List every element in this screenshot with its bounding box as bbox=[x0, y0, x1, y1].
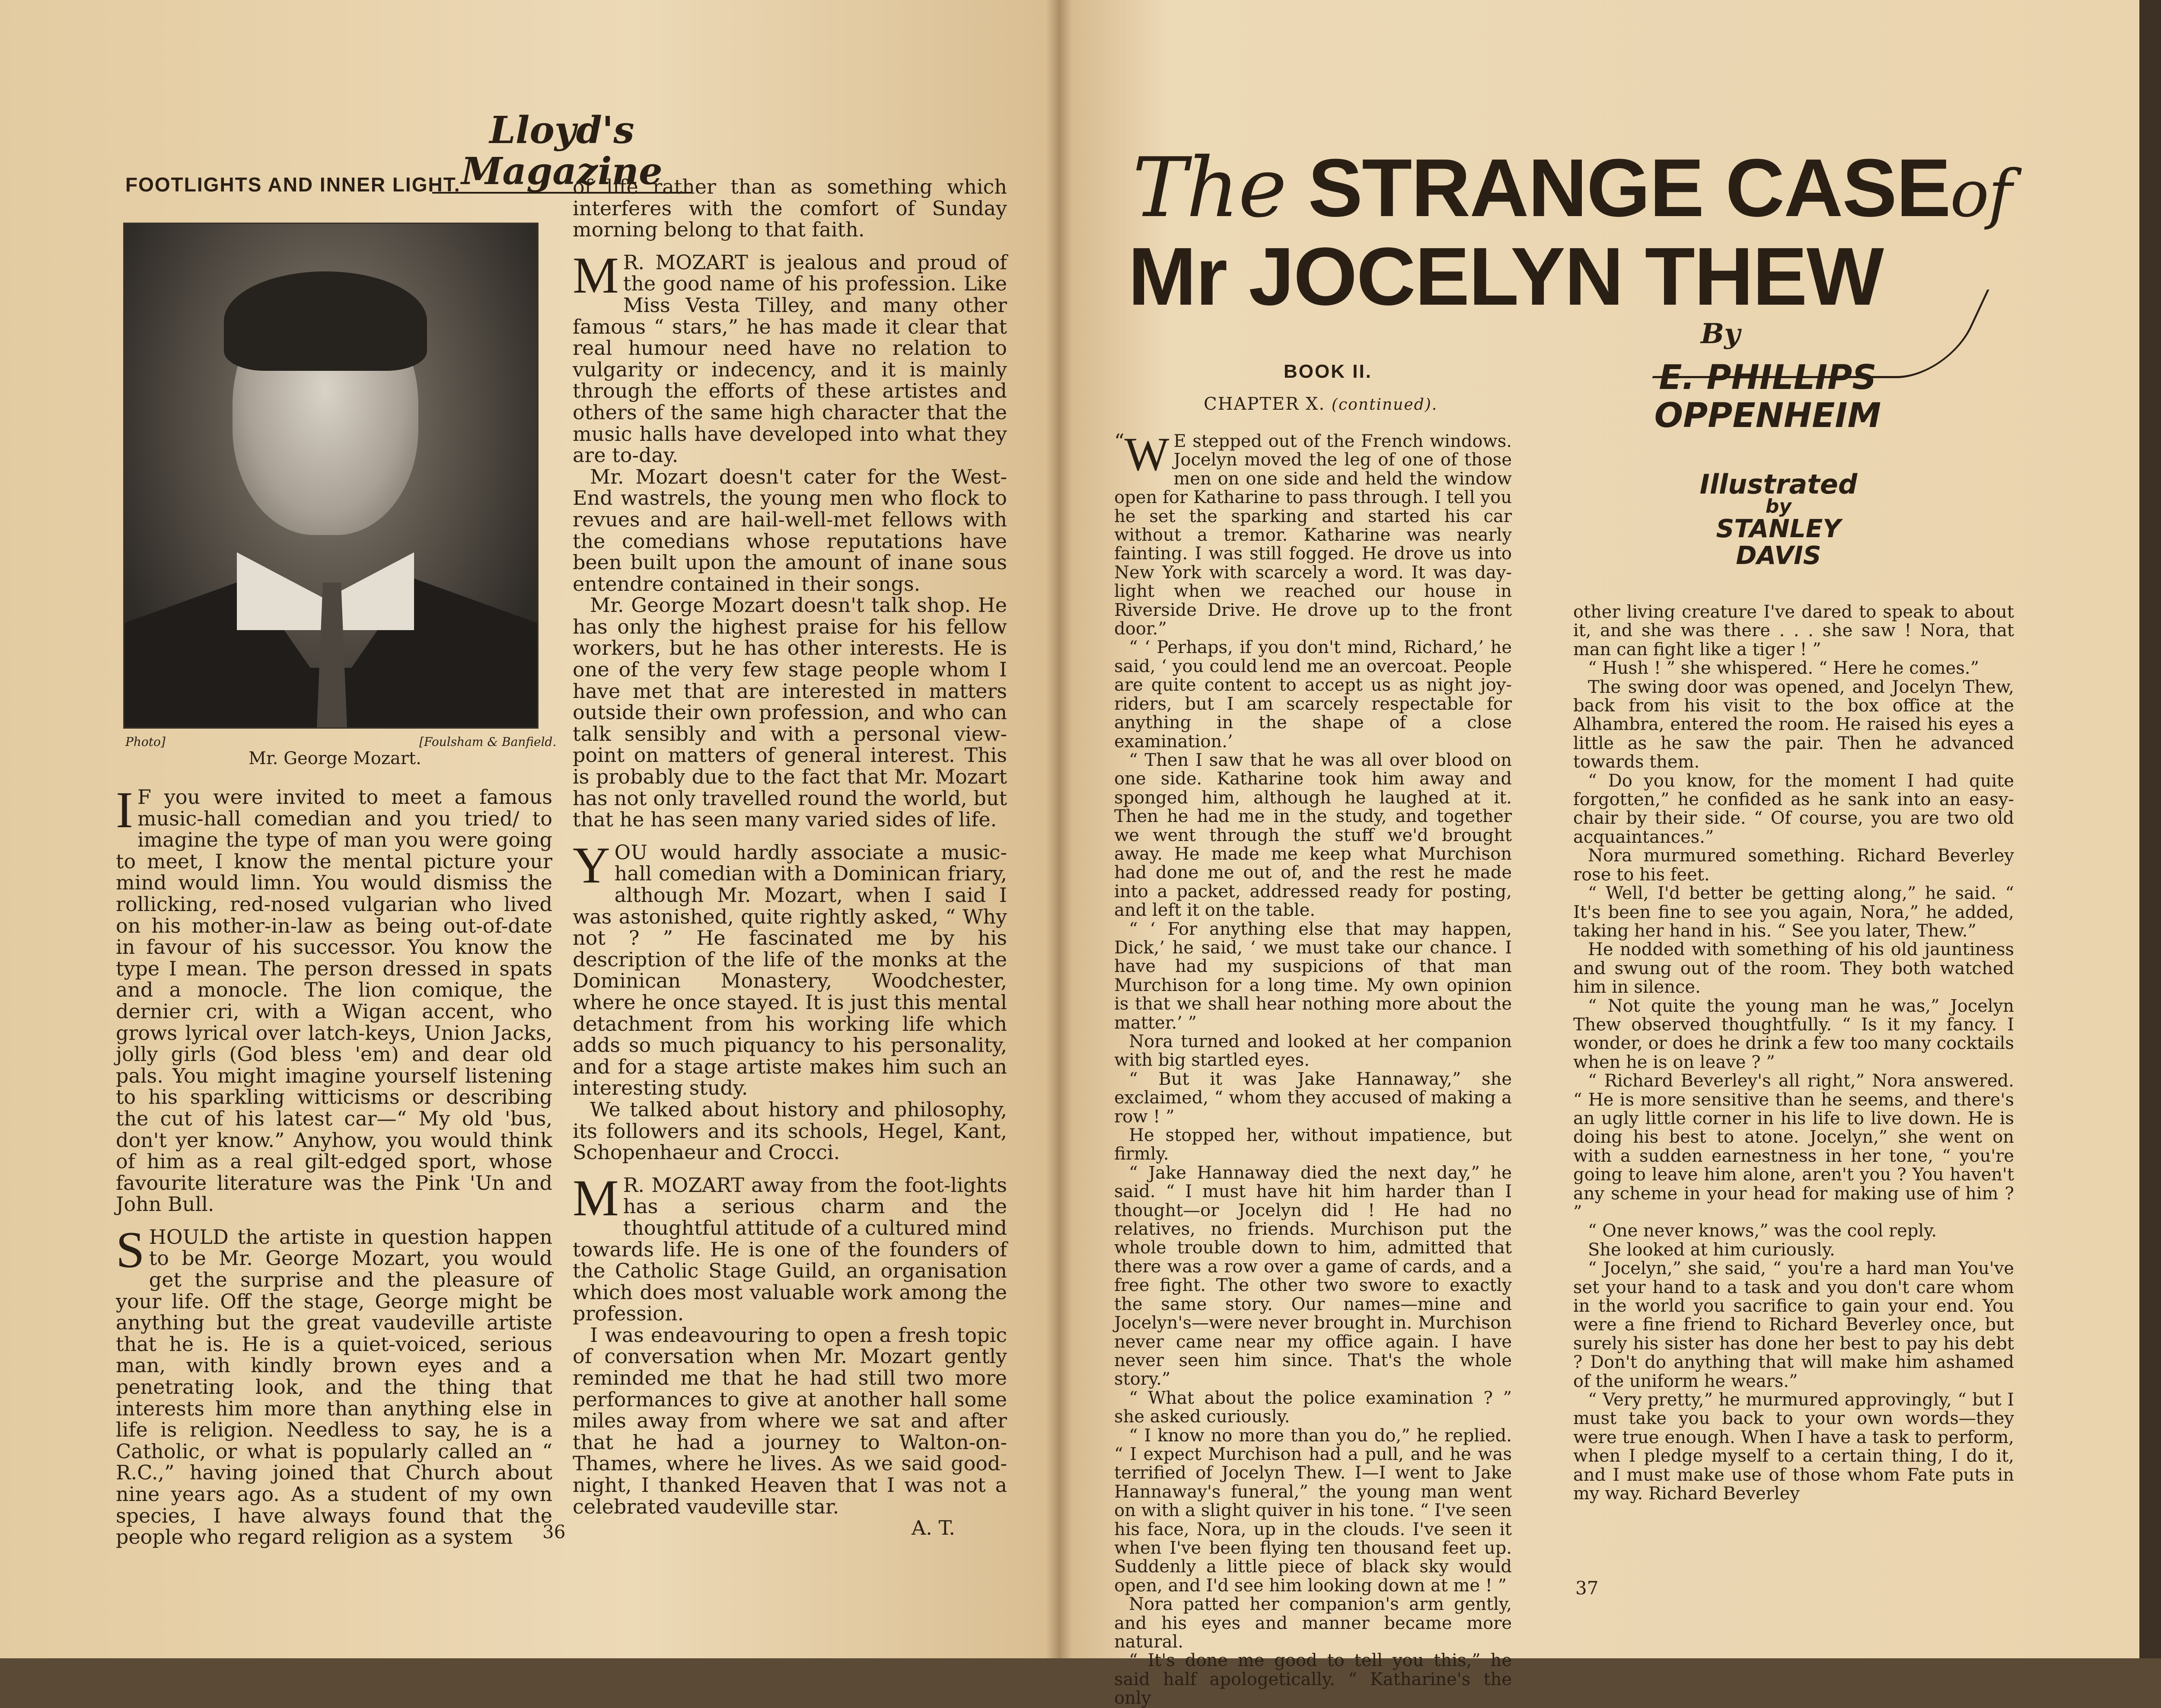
paragraph: Nora patted her companion's arm gently, and his eyes and manner became more natural. bbox=[1114, 1594, 1512, 1652]
page-gutter bbox=[1046, 0, 1072, 1658]
illustrator-credit bbox=[1677, 468, 1880, 570]
paragraph: “ W E stepped out of the French windows. Jocelyn moved the leg of one of those men on one side and held the window open for Katharine to pass through. I tell you he set the sparking and started his car without a tremor. Katharine was nearly fainting. I was still fogged. He drove us into New York with scarcely a word. It was day-light when we reached our house in Riverside Drive. He drove up to the front door.” bbox=[1114, 428, 1512, 639]
paragraph: I F you were invited to meet a famous music-hall comedian and you tried/ to imagine the type of man you were going to meet, I know the mental picture your mind would limn. You would dismiss the rollicking, red-nosed vulgarian who lived on his mother-in-law as being out-of-date in favour of his successor. You know the type I mean. The person dressed in spats and a monocle. The lion comique, the dernier cri, with a Wigan accent, who grows lyrical over latch-keys, Union Jacks, jolly girls (God bless 'em) and dear old pals. You might imagine yourself listening to his sparkling witticisms or describing the cut of his latest car—“ My old 'bus, don't yer know.” Anyhow, you would think of him as a real gilt-edged sport, whose favourite literature was the Pink 'Un and John Bull. bbox=[116, 781, 552, 1216]
author-initials: A. T. bbox=[911, 1516, 955, 1540]
paragraph: M R. MOZART is jealous and proud of the good name of his profession. Like Miss Vesta Tilley, and many other famous “ stars,” he has made it clear that real humour need have no relation to vulgarity or indecency, and it is mainly through the efforts of these artistes and others of the same high character that the music halls have developed into what they are to-day. bbox=[573, 246, 1007, 467]
paragraph: “ ‘ For anything else that may happen, Dick,’ he said, ‘ we must take our chance. I have had my suspicions of that man Murchison for a long time. My own opinion is that we shall hear nothing more about the matter.’ ” bbox=[1114, 919, 1512, 1033]
paragraph: of life rather than as something which interferes with the comfort of Sunday morning belong to that faith. bbox=[573, 175, 1007, 242]
illustrator-line-2: DAVIS bbox=[1736, 541, 1821, 570]
paragraph: M R. MOZART away from the foot-lights has a serious charm and the thoughtful attitude of a cultured mind towards life. He is one of the founders of the Catholic Stage Guild, an organisation which does most valuable work among the profession. bbox=[573, 1169, 1007, 1326]
left-column-2 bbox=[573, 176, 1007, 1539]
magazine-masthead: Lloyd's Magazine bbox=[432, 110, 692, 194]
page-number: 36 bbox=[542, 1521, 566, 1542]
paragraph: “ But it was Jake Hannaway,” she exclaimed, “ whom they accused of making a row ! ” bbox=[1114, 1069, 1512, 1127]
drop-cap: I bbox=[116, 781, 133, 838]
paragraph: other living creature I've dared to speak to about it, and she was there . . . she saw ! Nora, that man can fight like a tiger ! ” bbox=[1573, 602, 2014, 660]
page-number: 37 bbox=[1575, 1577, 1599, 1599]
article-heading: FOOTLIGHTS AND INNER LIGHT. bbox=[125, 173, 461, 196]
author-line-2: OPPENHEIM bbox=[1654, 396, 1881, 435]
title-the: The bbox=[1132, 140, 1286, 236]
paragraph: “ Well, I'd better be getting along,” he said. “ It's been fine to see you again, Nora,” he added, taking her hand in his. “ See you later, Thew.” bbox=[1573, 883, 2014, 941]
illustrated-label: Illustrated bbox=[1699, 468, 1858, 500]
paragraph: We talked about history and philosophy, its followers and its schools, Hegel, Kant, Schopenhaeur and Crocci. bbox=[573, 1097, 1007, 1164]
paragraph: Nora murmured something. Richard Beverley rose to his feet. bbox=[1573, 846, 2014, 885]
paragraph: Mr. Mozart doesn't cater for the West-End wastrels, the young men who flock to revues and are hail-well-met fellows with the comedians whose reputations have been built upon the amount of inane sous entendre contained in their songs. bbox=[573, 465, 1007, 596]
drop-cap: Y bbox=[573, 836, 610, 894]
drop-cap: M bbox=[573, 1169, 619, 1227]
paragraph: I was endeavouring to open a fresh topic of conversation when Mr. Mozart gently reminded me that he had still two more performances to give at another hall some miles away from where we sat and after that he had a journey to Walton-on-Thames, where he lives. As we said good-night, I thanked Heaven that I was not a celebrated vaudeville star. bbox=[573, 1323, 1007, 1518]
paragraph: “ One never knows,” was the cool reply. bbox=[1588, 1221, 1937, 1241]
paragraph: “ Then I saw that he was all over blood on one side. Katharine took him away and sponged him, although he laughed at it. Then he had me in the study, and together we went through the stuff we'd brought away. He made me keep what Murchison had done me out of, and the rest he made into a packet, addressed ready for posting, and left it on the table. bbox=[1114, 750, 1512, 921]
story-title-line-2: Mr JOCELYN THEW bbox=[1128, 231, 1884, 322]
paragraph: He nodded with something of his old jauntiness and swung out of the room. They both watched him in silence. bbox=[1573, 940, 2014, 997]
title-of: of bbox=[1950, 156, 2011, 232]
paragraph: “ What about the police examination ? ” she asked curiously. bbox=[1114, 1388, 1512, 1427]
drop-cap: S bbox=[116, 1220, 145, 1278]
paragraph: “ Richard Beverley's all right,” Nora answered. “ He is more sensitive than he seems, and there's an ugly little corner in his life to live down. He is doing his best to atone. Jocelyn,” she went on with a sudden earnestness in her tone, “ you're going to leave him alone, aren't you ? You haven't any scheme in your head for making use of him ? ” bbox=[1573, 1071, 2014, 1222]
paragraph: SHOULD the artiste in question happen to be Mr. George Mozart, you would get the surprise and the pleasure of your life. Off the stage, George might be anything but the great vaudeville artiste that he is. He is a quiet-voiced, serious man, with kindly brown eyes and a penetrating look, and the thing that interests him more than anything else in life is religion. Needless to say, he is a Catholic, or what is popularly called an “ R.C.,” having joined that Church about nine years ago. As a student of my own species, I have always found that the people who regard religion as a system bbox=[116, 1220, 552, 1549]
paragraph: “ I know no more than you do,” he replied. “ I expect Murchison had a pull, and he was terrified of Jocelyn Thew. I—I went to Jake Hannaway's funeral,” the young man went on with a slight quiver in his tone. “ I've seen his face, Nora, up in the clouds. I've seen it when I've been flying ten thousand feet up. Suddenly a little piece of black sky would open, and I'd see him looking down at me ! ” bbox=[1114, 1425, 1512, 1596]
paragraph: “ Hush ! ” she whispered. “ Here he comes.” bbox=[1588, 658, 1979, 679]
photo-credit-label: Photo] bbox=[125, 735, 166, 749]
paragraph: “ Jocelyn,” she said, “ you're a hard man You've set your hand to a task and you don't care whom in the world you sacrifice to gain your end. You were a fine friend to Richard Beverley once, but surely his sister has done her best to pay his debt ? Don't do anything that will make him ashamed of the uniform he wears.” bbox=[1573, 1259, 2014, 1391]
paragraph: She looked at him curiously. bbox=[1588, 1240, 1835, 1260]
right-column-1 bbox=[1114, 428, 1512, 1708]
story-title-line-1 bbox=[1132, 140, 2011, 236]
author-name bbox=[1638, 359, 1897, 435]
paragraph: Nora turned and looked at her companion with big startled eyes. bbox=[1114, 1032, 1512, 1071]
page-edge bbox=[2139, 0, 2161, 1658]
paragraph: “ ‘ Perhaps, if you don't mind, Richard,’ he said, ‘ you could lend me an overcoat. People are quite content to accept us as night joy-riders, but I am scarcely respectable for anything in the shape of a close examination.’ bbox=[1114, 637, 1512, 752]
paragraph: “ It's done me good to tell you this,” he said half apologetically. “ Katharine's the only bbox=[1114, 1651, 1512, 1708]
left-column-1 bbox=[116, 781, 552, 1549]
photo-caption: Mr. George Mozart. bbox=[249, 749, 421, 768]
paragraph: He stopped her, without impatience, but firmly. bbox=[1114, 1125, 1512, 1164]
book-heading: BOOK II. bbox=[1284, 361, 1372, 382]
illustrator-line-1: STANLEY bbox=[1716, 514, 1841, 543]
paragraph: YOU would hardly associate a music-hall comedian with a Dominican friary, although Mr. Mozart, when I said I was astonished, quite rightly asked, “ Why not ? ” He fascinated me by his description of the life of the monks at the Dominican Monastery, Woodchester, where he once stayed. It is just this mental detachment from his working life which adds so much piquancy to his personality, and for a stage artiste makes him such an interesting study. bbox=[573, 836, 1007, 1100]
paragraph: The swing door was opened, and Jocelyn Thew, back from his visit to the box office at the Alhambra, entered the room. He raised his eyes a little as he saw the pair. Then he advanced towards them. bbox=[1573, 677, 2014, 772]
drop-cap: M bbox=[573, 246, 619, 304]
paragraph: Mr. George Mozart doesn't talk shop. He has only the highest praise for his fellow workers, but he has other interests. He is one of the very few stage people whom I have met that are interested in matters outside their own profession, and who can talk sensibly and with a personal view-point on matters of general interest. This is probably due to the fact that Mr. Mozart has not only travelled round the world, but that he has seen many varied sides of life. bbox=[573, 593, 1007, 832]
paragraph: “ Not quite the young man he was,” Jocelyn Thew observed thoughtfully. “ Is it my fancy. I wonder, or does he drink a few too many cocktails when he is on leave ? ” bbox=[1573, 996, 2014, 1072]
author-line-1: E. PHILLIPS bbox=[1659, 358, 1877, 397]
drop-cap: W bbox=[1124, 428, 1170, 481]
right-column-2 bbox=[1573, 603, 2014, 1504]
illustrated-by: by bbox=[1765, 495, 1792, 517]
photo-credit-studio: [Foulsham & Banfield. bbox=[419, 735, 557, 749]
photo-hair bbox=[224, 271, 427, 371]
chapter-heading: CHAPTER X. (continued). bbox=[1204, 394, 1438, 414]
paragraph: “ Very pretty,” he murmured approvingly, “ but I must take you back to your own words—they were true enough. When I have a task to perform, when I pledge myself to a certain thing, I do it, and I must make use of those whom Fate puts in my way. Richard Beverley bbox=[1573, 1390, 2014, 1504]
title-strange-case: STRANGE CASE bbox=[1308, 142, 1950, 234]
byline-by: By bbox=[1701, 318, 1740, 350]
paragraph: “ Do you know, for the moment I had quite forgotten,” he confided as he sank into an easy-chair by their side. “ Of course, you are two old acquaintances.” bbox=[1573, 771, 2014, 847]
paragraph: “ Jake Hannaway died the next day,” he said. “ I must have hit him harder than I thought—or Jocelyn did ! He had no relatives, no friends. Murchison put the whole trouble down to him, admitted that there was a row over a game of cards, and a free fight. The other two swore to exactly the same story. Our names—mine and Jocelyn's—were never brought in. Murchison never came near my office again. I have never seen him since. That's the whole story.” bbox=[1114, 1163, 1512, 1389]
portrait-photo bbox=[123, 223, 539, 729]
